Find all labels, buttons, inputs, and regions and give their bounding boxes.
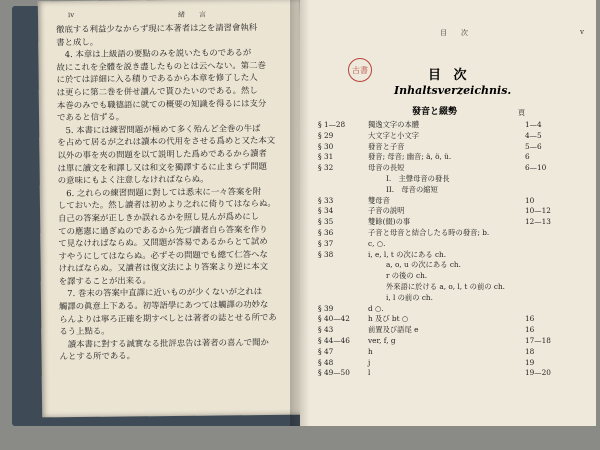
toc-section-number: § 32: [318, 163, 334, 173]
toc-entry-title: h 及び bt ○: [368, 314, 409, 324]
toc-entry: [318, 174, 568, 185]
toc-section-number: § 33: [318, 195, 334, 205]
toc-entry: [318, 347, 568, 358]
toc-section-number: § 31: [318, 152, 334, 162]
preface-line: 觸譯の眞意上下ある。初等語學にあつては觸譯の功妙な: [58, 299, 269, 312]
toc-page-number: 19—20: [525, 368, 551, 378]
toc-entry-title: I. 主聲母音の發長: [386, 173, 450, 183]
table-of-contents: [318, 120, 568, 379]
toc-heading-de: Inhaltsverzeichnis.: [394, 84, 512, 97]
preface-line: 書と成し。: [56, 36, 99, 47]
toc-entry: [318, 185, 568, 196]
toc-page-number: 6—10: [525, 163, 547, 173]
preface-line: 讀本書に對する誠實なる批評忠告は著者の喜んで聞か: [59, 336, 269, 350]
toc-entry-title: l: [368, 368, 371, 378]
toc-entry-title: 外來語に於ける a, o, l, t の前の ch.: [386, 281, 505, 291]
section-title: 發音と綴勢: [412, 107, 458, 117]
toc-entry: [318, 314, 568, 325]
toc-entry-title: 子音と母音と結合したる時の發音; b.: [368, 227, 490, 237]
toc-section-number: § 1—28: [318, 120, 346, 129]
toc-section-number: § 39: [318, 303, 334, 313]
preface-line: に於ては詳細に入る積りであるから本章を修了した人: [56, 72, 258, 85]
toc-section-number: § 36: [318, 227, 334, 237]
toc-entry: [318, 152, 568, 163]
toc-section-number: § 34: [318, 206, 334, 216]
left-page: [38, 0, 304, 417]
toc-page-number: 19: [525, 357, 535, 367]
toc-entry: [318, 293, 568, 304]
toc-entry: [318, 206, 568, 217]
toc-entry-title: 發音と子音: [368, 141, 405, 151]
toc-section-number: § 49—50: [318, 368, 350, 378]
toc-entry-title: 雙母音: [368, 195, 390, 205]
toc-section-number: § 35: [318, 217, 334, 227]
toc-section-number: § 43: [318, 325, 334, 335]
toc-entry: [318, 271, 568, 282]
toc-page-number: 1—4: [525, 120, 542, 129]
toc-section-number: § 44—46: [318, 335, 350, 345]
preface-line: て見なければならぬ。又問題が答易であるからとて試め: [58, 236, 268, 249]
preface-line: 自己の答案が正しきか誤れるかを照し見んが爲めにし: [58, 210, 260, 224]
page-column-label: 頁: [518, 109, 525, 117]
preface-line: 本巻のみでも職德語に就ての概要の知識を得るには支分: [56, 97, 267, 110]
toc-section-number: § 29: [318, 130, 334, 140]
toc-page-number: 4—5: [525, 130, 542, 140]
preface-line: 徹底する利益少なからず現に本著者は之を請習會執科: [56, 22, 258, 35]
toc-heading-ja: 目 次: [428, 68, 471, 83]
preface-line: 5. 本書には練習問題が極めて多く殆んど全巻の牛ば: [57, 122, 261, 135]
left-page-header: [67, 9, 290, 20]
preface-line: るう上點る。: [59, 325, 110, 337]
preface-text: [56, 21, 292, 363]
toc-page-number: 18: [525, 346, 535, 356]
toc-entry: [318, 163, 568, 174]
toc-entry: [318, 368, 568, 379]
toc-page-number: 6: [525, 152, 530, 162]
left-page-number: iv: [67, 11, 75, 20]
toc-entry: [318, 304, 568, 315]
preface-line: ての應憲に過ぎぬのであるから先づ讀者自ら答案を作り: [58, 223, 268, 236]
preface-line: 4. 本章は上級語の要點のみを説いたものであるが: [56, 47, 252, 60]
toc-entry-title: a, o, u の次にある ch.: [386, 260, 461, 270]
preface-line: は單に讀文を和譯し又は和文を獨譯するに止まらず問題: [57, 160, 267, 173]
toc-page-number: 10: [525, 195, 535, 205]
preface-line: 故にこれを全體を説き盡したものとは云へない。第二巻: [56, 59, 266, 72]
toc-entry: [318, 260, 568, 271]
right-running-title: 目 次: [440, 29, 468, 37]
toc-entry-title: 大文字と小文字: [368, 130, 420, 140]
toc-entry-title: 母音の長短: [368, 163, 405, 173]
library-seal: 古書: [348, 58, 372, 82]
preface-line: んとする所である。: [59, 350, 135, 362]
toc-entry: [318, 358, 568, 369]
toc-entry: [318, 282, 568, 293]
toc-entry-title: 發音; 母音; 幽音; ä, ö, ü.: [368, 152, 452, 162]
toc-page-number: 16: [525, 314, 535, 324]
toc-entry: [318, 250, 568, 261]
toc-page-number: 10—12: [525, 206, 551, 216]
toc-entry-title: j: [368, 357, 371, 367]
toc-section-number: § 47: [318, 346, 334, 356]
toc-entry-title: c, ○.: [368, 238, 386, 248]
preface-line: を譯することが出来る。: [58, 275, 151, 287]
right-page: [300, 0, 596, 426]
toc-page-number: 17—18: [525, 335, 551, 345]
toc-section-number: § 48: [318, 357, 334, 367]
preface-line: 6. 之れらの練習問題に對しては悉末に一々答案を附: [57, 185, 262, 198]
left-running-title: 緒 言: [177, 10, 207, 19]
toc-entry: [318, 217, 568, 228]
preface-line: であると信ずる。: [56, 111, 125, 123]
toc-entry: [318, 120, 568, 131]
toc-entry: [318, 196, 568, 207]
toc-entry: [318, 142, 568, 153]
preface-line: は更らに第二巻を併せ讀んで貰ひたいのである。然し: [56, 85, 258, 98]
toc-page-number: 5—6: [525, 141, 542, 151]
toc-entry-title: h: [368, 346, 373, 356]
preface-line: ければならぬ。又讀者は復文法により答案より逆に本文: [58, 261, 269, 274]
toc-entry-title: 雙餘(綴)の事: [368, 217, 411, 227]
toc-entry-title: 獨逸文字の本體: [368, 120, 420, 129]
toc-entry-title: d ○.: [368, 303, 384, 313]
toc-entry-title: i, e, l, t の次にある ch.: [368, 249, 447, 259]
right-page-number: v: [580, 28, 584, 36]
toc-entry-title: 子音の説明: [368, 206, 405, 216]
preface-line: しておいた。然し讀者は初めより之れに倚りてはならぬ。: [57, 198, 276, 211]
preface-line: を占めて居るが之れは讀本の代用をさせる爲めと又た本文: [57, 135, 276, 148]
preface-line: 7. 巻末の答案中直譯に近いものが少くないが之れは: [58, 286, 263, 299]
toc-entry-title: 前置及び語尾 e: [368, 325, 419, 335]
preface-line: らんよりは寧ろ正確を期すべしとは著者の誌とせる所であ: [59, 311, 277, 324]
toc-section-number: § 30: [318, 141, 334, 151]
toc-section-number: § 37: [318, 238, 334, 248]
toc-entry: [318, 228, 568, 239]
toc-section-number: § 38: [318, 249, 334, 259]
toc-entry: [318, 325, 568, 336]
toc-entry: [318, 131, 568, 142]
toc-entry-title: i, l の前の ch.: [386, 292, 433, 302]
preface-line: の意味にもよく注意しなければならぬ。: [57, 173, 209, 186]
book-gutter: [290, 0, 310, 426]
toc-section-number: § 40—42: [318, 314, 350, 324]
preface-line: すやうにしてはならぬ。必ずその問題でも總て仁答へな: [58, 248, 268, 261]
toc-entry-title: II. 母音の縮短: [386, 184, 438, 194]
toc-page-number: 16: [525, 325, 535, 335]
toc-page-number: 12—13: [525, 217, 551, 227]
toc-entry-title: r の後の ch.: [386, 271, 428, 281]
preface-line: 以外の事を夾の問題を以て説明した爲めであるから讀者: [57, 147, 267, 161]
toc-entry: [318, 336, 568, 347]
toc-entry-title: ver, f, g: [368, 335, 396, 345]
toc-entry: [318, 239, 568, 250]
